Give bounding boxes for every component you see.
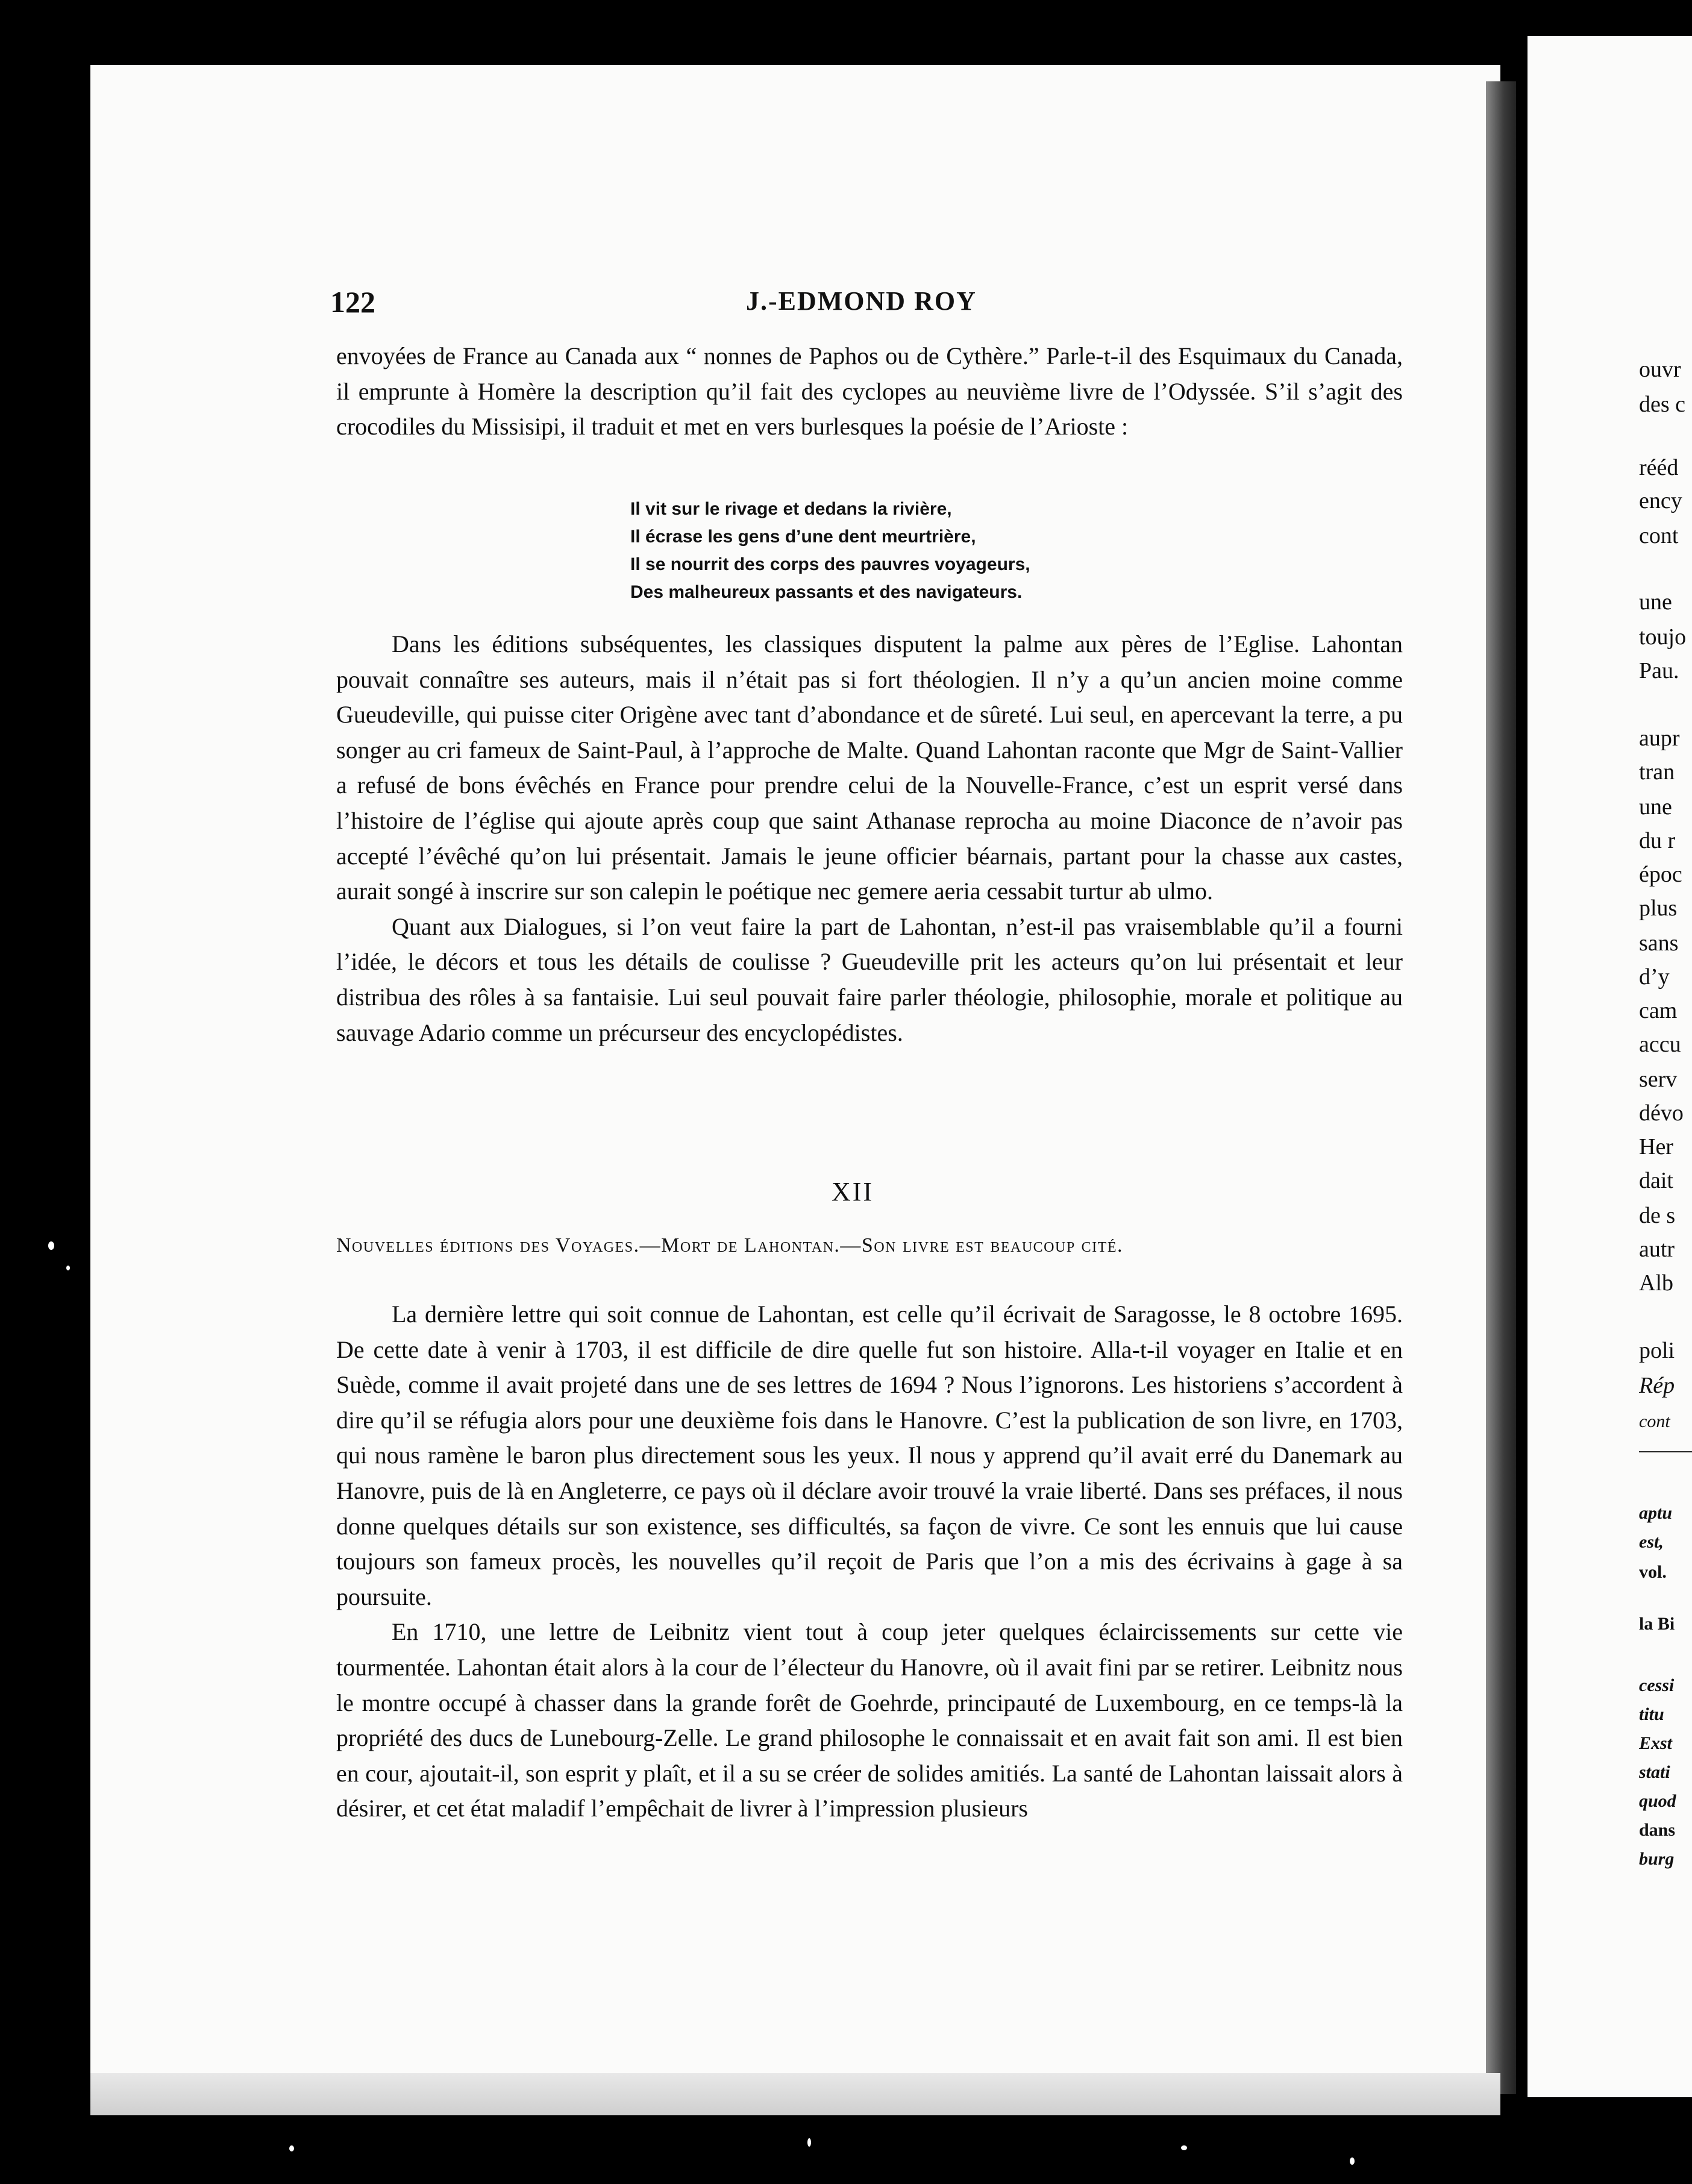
fragment: Alb: [1639, 1270, 1673, 1296]
fragment: cam: [1639, 998, 1678, 1023]
paragraph: Quant aux Dialogues, si l’on veut faire la part de Lahontan, n’est-il pas vraisemblable qu’il a fourni l’idée, le décors et tous les détails de coulisse ? Gueudeville prit les acteurs qu’on lui présentait et leur distribua des rôles à sa fantaisie. Lui seul pouvait faire parler théologie, philosophie, morale et politique au sauvage Adario comme un précurseur des encyclopédistes.: [336, 912, 1403, 1046]
fragment: sans: [1639, 930, 1679, 956]
verse-line: Il se nourrit des corps des pauvres voyageurs,: [630, 554, 1030, 574]
paragraph: Dans les éditions subséquentes, les classiques disputent la palme aux pères de l’Eglise. Lahontan pouvait connaître ses auteurs, mais il n’était pas si fort théologien. Il n’y a qu’un ancien moine comme Gueudeville, qui puisse citer Origène avec tant d’abondance et de sûreté. Lui seul, en apercevant la terre, a pu songer au cri fameux de Saint-Paul, à l’approche de Malte. Quand Lahontan raconte que Mgr de Saint-Vallier a refusé de bons évêchés en France pour prendre celui de la Nouvelle-France, c’est un esprit versé dans l’histoire de l’église qui ajoute après coup que saint Athanase reprocha au moine Diaconce de n’avoir pas accepté l’évêché qu’on lui présentait. Jamais le jeune officier béarnais, partant pour la chasse aux castes, aurait songé à inscrire sur son calepin le poétique nec gemere aeria cessabit turtur ab ulmo.: [336, 630, 1403, 905]
page-header: [330, 284, 1409, 321]
fragment: quod: [1639, 1791, 1676, 1811]
text-block-middle: [336, 627, 1403, 1050]
paragraph: En 1710, une lettre de Leibnitz vient tout à coup jeter quelques éclaircissements sur cette vie tourmentée. Lahontan était alors à la cour de l’électeur du Hanovre, où il avait fini par se retirer. Leibnitz nous le montre occupé à chasser dans la grande forêt de Goehrde, principauté de Luxembourg, en ce temps-là la propriété des ducs de Lunebourg-Zelle. Le grand philosophe le connaissait et en avait fait son ami. Il est bien en cour, ajoutait-il, son esprit y plaît, et il a su se créer de solides amitiés. La santé de Lahontan laissait alors à désirer, et cet état maladif l’empêchait de livrer à l’impression plusieurs: [336, 1618, 1403, 1822]
fragment: stati: [1639, 1762, 1670, 1782]
fragment: poli: [1639, 1338, 1675, 1363]
running-head: J.-EDMOND ROY: [746, 286, 977, 316]
fragment: titu: [1639, 1704, 1664, 1724]
fragment: cessi: [1639, 1675, 1675, 1695]
text-block-bottom: [336, 1297, 1403, 1827]
fragment: cont: [1639, 1411, 1670, 1431]
page-bottom-margin: [90, 2073, 1500, 2115]
fragment: Her: [1639, 1134, 1673, 1159]
verse-line: Il écrase les gens d’une dent meurtrière,: [630, 527, 976, 547]
scan-speck: [48, 1241, 54, 1250]
fragment: d’y: [1639, 964, 1670, 990]
paragraph: La dernière lettre qui soit connue de Lahontan, est celle qu’il écrivait de Saragosse, le 8 octobre 1695. De cette date à venir à 1703, il est difficile de dire quelle fut son histoire. Alla-t-il voyager en Italie et en Suède, comme il avait projeté dans une de ses lettres de 1694 ? Nous l’ignorons. Les historiens s’accordent à dire qu’il se réfugia alors pour une deuxième fois dans le Hanovre. C’est la publication de son livre, en 1703, qui nous ramène le baron plus directement sous les yeux. Il nous y apprend qu’il avait erré du Danemark au Hanovre, puis de là en Angleterre, ce pays où il déclare avoir trouvé la vraie liberté. Dans ses préfaces, il nous donne quelques détails sur son existence, ses difficultés, sa façon de vivre. Ce sont les ennuis que lui cause toujours son fameux procès, les nouvelles qu’il reçoit de Paris que l’on a mis des écrivains à gage à sa poursuite.: [336, 1301, 1403, 1610]
verse-line: Des malheureux passants et des navigateurs.: [630, 582, 1023, 602]
footnote-rule: [1639, 1451, 1692, 1452]
fragment: ouvr: [1639, 357, 1681, 382]
fragment: tran: [1639, 759, 1675, 785]
fragment: aptu: [1639, 1503, 1673, 1523]
fragment: est,: [1639, 1532, 1664, 1552]
fragment: de s: [1639, 1203, 1676, 1228]
paragraph: envoyées de France au Canada aux “ nonnes de Paphos ou de Cythère.” Parle-t-il des Esquimaux du Canada, il emprunte à Homère la description qu’il fait des cyclopes au neuvième livre de l’Odyssée. S’il s’agit des crocodiles du Missisipi, il traduit et met en vers burlesques la poésie de l’Arioste :: [336, 342, 1403, 441]
scan-speck: [1350, 2157, 1355, 2165]
fragment: toujo: [1639, 624, 1687, 650]
page-edge-shadow: [1486, 81, 1516, 2094]
text-block-top: [336, 339, 1403, 445]
fragment: serv: [1639, 1067, 1678, 1092]
fragment: du r: [1639, 828, 1676, 853]
fragment: la Bi: [1639, 1614, 1675, 1634]
fragment: cont: [1639, 523, 1679, 548]
fragment: une: [1639, 589, 1672, 615]
verse-line: Il vit sur le rivage et dedans la rivière,: [630, 499, 952, 519]
fragment: Pau.: [1639, 658, 1679, 683]
fragment: dait: [1639, 1168, 1673, 1193]
scan-speck: [1181, 2145, 1187, 2150]
fragment: Exst: [1639, 1733, 1673, 1753]
fragment: une: [1639, 794, 1672, 820]
fragment: accu: [1639, 1032, 1681, 1057]
fragment: burg: [1639, 1849, 1675, 1869]
verse-quotation: [630, 495, 1088, 606]
fragment: ency: [1639, 488, 1682, 513]
fragment: des c: [1639, 392, 1686, 417]
scan-speck: [289, 2145, 294, 2151]
fragment: autr: [1639, 1237, 1675, 1262]
adjacent-page-text: [1639, 0, 1692, 2184]
fragment: aupr: [1639, 726, 1680, 751]
fragment: plus: [1639, 896, 1678, 921]
section-title: Nouvelles éditions des Voyages.—Mort de Lahontan.—Son livre est beaucoup cité.: [336, 1234, 1123, 1257]
fragment: Rép: [1639, 1373, 1675, 1398]
page-number: 122: [330, 285, 375, 319]
fragment: rééd: [1639, 455, 1679, 480]
fragment: dans: [1639, 1820, 1676, 1840]
section-number: XII: [832, 1177, 874, 1207]
scan-speck: [66, 1266, 70, 1270]
scan-speck: [807, 2138, 811, 2147]
fragment: vol.: [1639, 1562, 1667, 1582]
fragment: dévo: [1639, 1100, 1684, 1126]
fragment: époc: [1639, 862, 1682, 887]
